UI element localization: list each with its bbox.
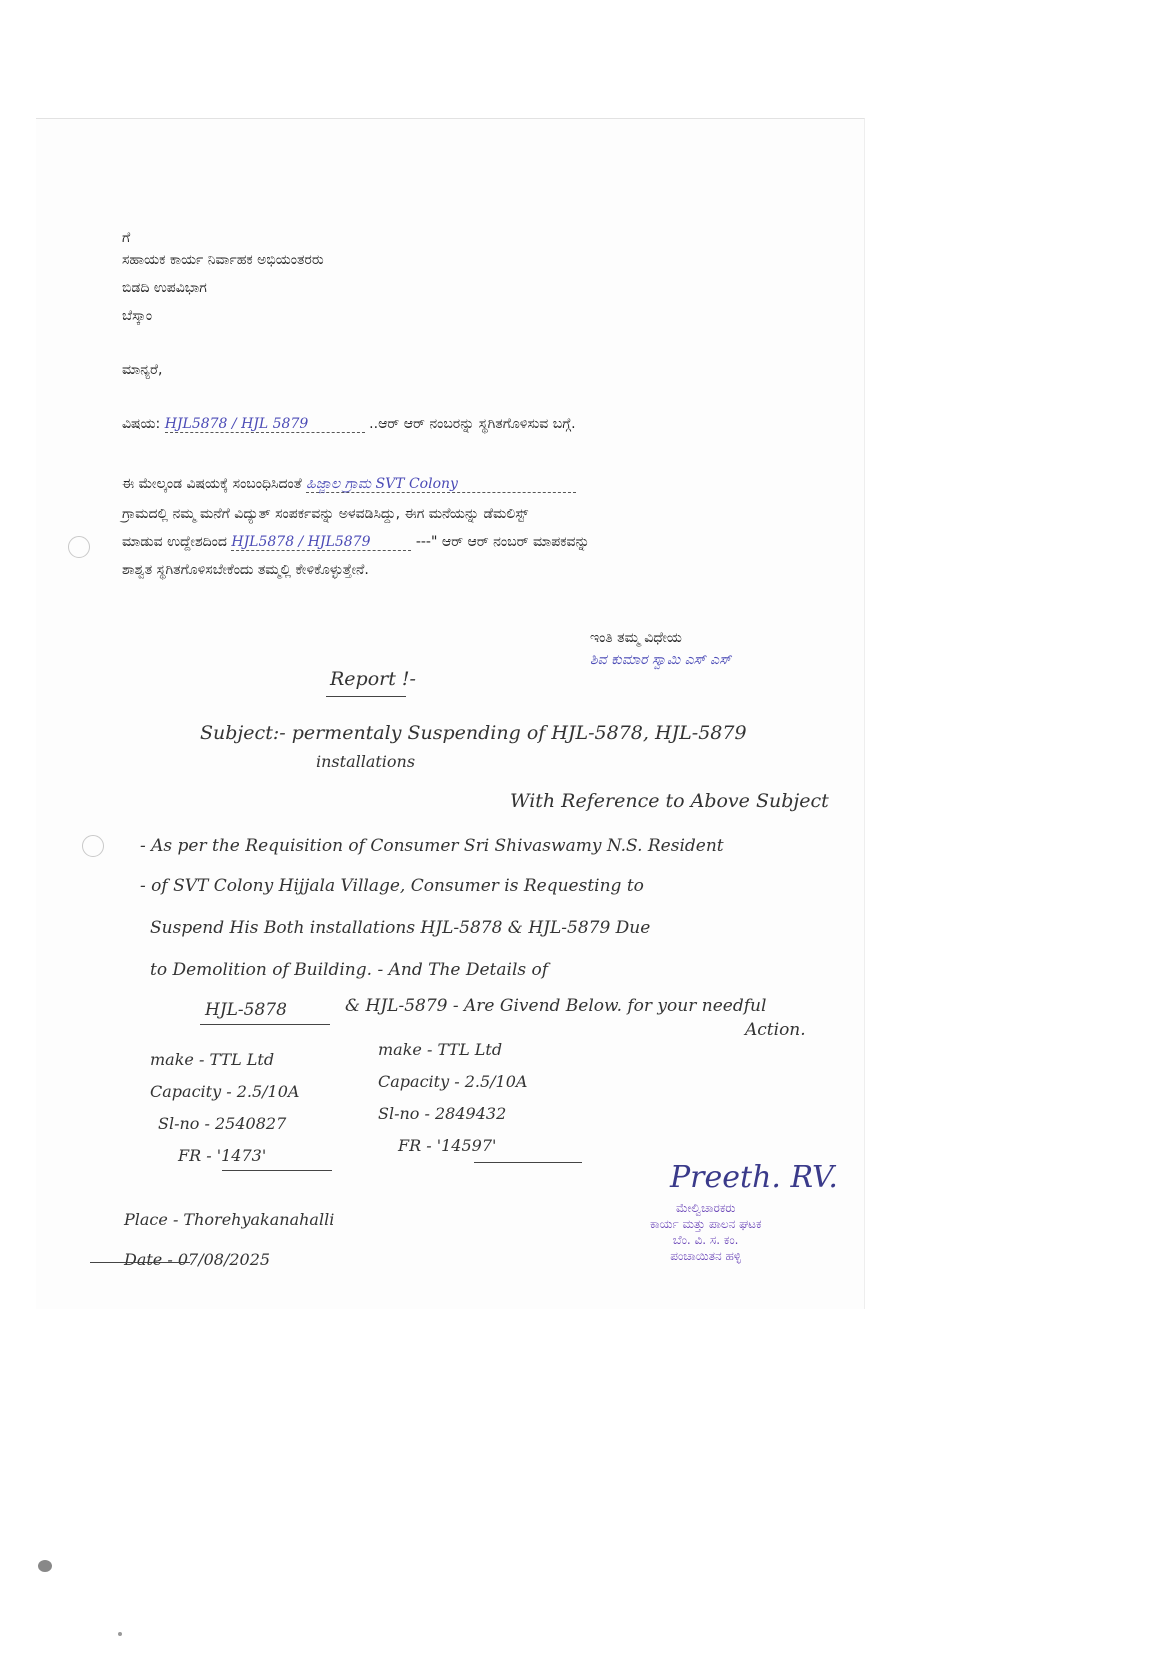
division: ಬಿಡದಿ ಉಪವಿಭಾಗ (122, 280, 207, 296)
body-line-1-fill: ಹಿಜ್ಜಾಲ ಗ್ರಾಮ SVT Colony (306, 476, 576, 493)
scan-speck-small (118, 1632, 122, 1636)
detail-fr-right: FR - '14597' (398, 1136, 497, 1155)
body-line-4: ಶಾಶ್ವತ ಸ್ಥಗಿತಗೊಳಿಸಬೇಕೆಂದು ತಮ್ಮಲ್ಲಿ ಕೇಳಿಕೊಳ್ಳುತ್ತೇನೆ. (122, 562, 369, 578)
detail-serial-left: Sl-no - 2540827 (158, 1114, 287, 1133)
body-line-2: ಗ್ರಾಮದಲ್ಲಿ ನಮ್ಮ ಮನೆಗೆ ವಿದ್ಯುತ್ ಸಂಪರ್ಕವನ್ನು ಅಳವಡಿಸಿದ್ದು, ಈಗ ಮನೆಯನ್ನು ಡೆಮಲಿಸ್ಟ್ (122, 506, 529, 522)
closing-name: ಶಿವ ಕುಮಾರ ಸ್ವಾಮಿ ಎಸ್ ಎಸ್ (590, 652, 732, 668)
body-line-3-fill: HJL5878 / HJL5879 (231, 534, 411, 551)
paragraph-line-4: to Demolition of Building. - And The Details of (150, 960, 549, 980)
stamp-line-1: ಮೇಲ್ವಿಚಾರಕರು (675, 1201, 736, 1215)
office-stamp (650, 1200, 761, 1264)
body-line-1-prefix: ಈ ಮೇಲ್ಕಂಡ ವಿಷಯಕ್ಕೆ ಸಂಬಂಧಿಸಿದಂತೆ (122, 476, 302, 492)
stamp-line-4: ಪಂಚಾಯಿತನ ಹಳ್ಳಿ (670, 1249, 742, 1263)
report-heading: Report !- (330, 668, 416, 690)
date-underline (90, 1262, 190, 1263)
scan-speck (38, 1560, 52, 1572)
subject-row (122, 416, 576, 433)
paragraph-line-3: Suspend His Both installations HJL-5878 & HJL-5879 Due (150, 918, 651, 938)
body-line-3-prefix: ಮಾಡುವ ಉದ್ದೇಶದಿಂದ (122, 534, 227, 550)
report-heading-underline (326, 696, 406, 697)
body-line-3 (122, 534, 590, 551)
report-subject-line-1: Subject:- permentaly Suspending of HJL-5878, HJL-5879 (200, 722, 747, 744)
punch-hole-top (68, 536, 90, 558)
closing: ಇಂತಿ ತಮ್ಮ ವಿಧೇಯ (590, 630, 682, 646)
detail-serial-right: Sl-no - 2849432 (378, 1104, 507, 1123)
paragraph-line-5b: & HJL-5879 - Are Givend Below. for your needful (345, 996, 767, 1016)
installation-1-underline (200, 1024, 330, 1025)
paragraph-line-1: - As per the Requisition of Consumer Sri Shivaswamy N.S. Resident (140, 836, 724, 856)
paragraph-line-5a: HJL-5878 (205, 1000, 287, 1020)
subject-text: ..ಆರ್ ಆರ್ ನಂಬರನ್ನು ಸ್ಥಗಿತಗೊಳಿಸುವ ಬಗ್ಗೆ. (369, 416, 576, 432)
detail-capacity-right: Capacity - 2.5/10A (378, 1072, 528, 1091)
stamp-line-3: ಬೆಂ. ವಿ. ಸ. ಕಂ. (672, 1233, 739, 1247)
detail-capacity-left: Capacity - 2.5/10A (150, 1082, 300, 1101)
paragraph-line-2: - of SVT Colony Hijjala Village, Consumer is Requesting to (140, 876, 644, 896)
subject-numbers: HJL5878 / HJL 5879 (165, 416, 365, 433)
recipient: ಸಹಾಯಕ ಕಾರ್ಯ ನಿರ್ವಾಹಕ ಅಭಿಯಂತರರು (122, 252, 324, 268)
signature: Preeth. RV. (670, 1160, 838, 1195)
place: Place - Thorehyakanahalli (124, 1210, 335, 1229)
report-subject-line-2: installations (316, 752, 416, 771)
fr-left-underline (222, 1170, 332, 1171)
punch-hole-bottom (82, 835, 104, 857)
salutation: ಮಾನ್ಯರೆ, (122, 362, 163, 378)
reference-line: With Reference to Above Subject (510, 790, 829, 812)
detail-fr-left: FR - '1473' (178, 1146, 267, 1165)
stamp-line-2: ಕಾರ್ಯ ಮತ್ತು ಪಾಲನ ಘಟಕ (650, 1217, 762, 1231)
date: Date - 07/08/2025 (124, 1250, 271, 1269)
detail-make-left: make - TTL Ltd (150, 1050, 275, 1069)
detail-make-right: make - TTL Ltd (378, 1040, 503, 1059)
body-line-3-suffix: ---" ಆರ್ ಆರ್ ನಂಬರ್ ಮಾಪಕವನ್ನು (415, 534, 590, 550)
body-line-1 (122, 476, 576, 493)
to-label: ಗೆ (122, 230, 131, 246)
organization: ಬೆಸ್ಕಾಂ (122, 308, 153, 324)
fr-right-underline (474, 1162, 582, 1163)
paragraph-line-5c: Action. (745, 1020, 806, 1040)
subject-label: ವಿಷಯ: (122, 416, 161, 432)
